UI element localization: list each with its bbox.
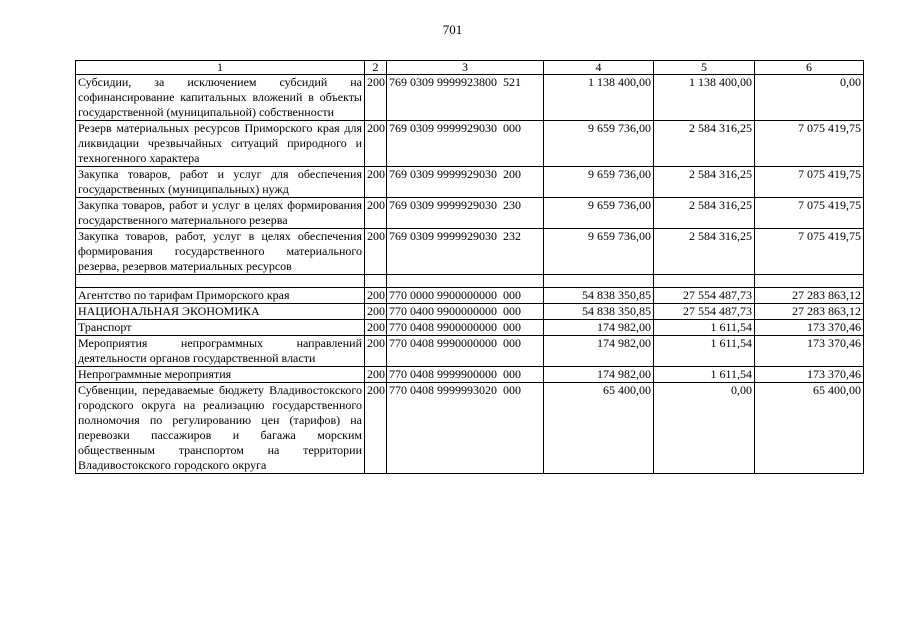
page-number: 701 bbox=[442, 22, 463, 37]
table-row bbox=[76, 367, 864, 383]
row-col2: 200 bbox=[365, 75, 387, 121]
table-row bbox=[76, 320, 864, 336]
row-col5: 1 611,54 bbox=[654, 367, 755, 383]
row-name: Закупка товаров, работ, услуг в целях обеспечения формирования государственного материального резерва, резервов материальных ресурсов bbox=[76, 229, 365, 275]
row-col5: 1 611,54 bbox=[654, 336, 755, 367]
row-col2: 200 bbox=[365, 304, 387, 320]
row-col5: 1 611,54 bbox=[654, 320, 755, 336]
row-col5: 2 584 316,25 bbox=[654, 167, 755, 198]
row-col2: 200 bbox=[365, 198, 387, 229]
row-col2: 200 bbox=[365, 367, 387, 383]
col-header-5: 5 bbox=[654, 61, 755, 75]
row-col5: 27 554 487,73 bbox=[654, 288, 755, 304]
row-code: 770 0408 9990000000 000 bbox=[387, 336, 544, 367]
row-col2: 200 bbox=[365, 167, 387, 198]
row-col4: 54 838 350,85 bbox=[544, 304, 654, 320]
row-col4: 9 659 736,00 bbox=[544, 121, 654, 167]
row-col6: 173 370,46 bbox=[755, 367, 864, 383]
row-name: Закупка товаров, работ и услуг для обеспечения государственных (муниципальных) нужд bbox=[76, 167, 365, 198]
row-col2: 200 bbox=[365, 320, 387, 336]
table-row bbox=[76, 288, 864, 304]
table-row bbox=[76, 121, 864, 167]
row-col6: 7 075 419,75 bbox=[755, 229, 864, 275]
row-col4: 54 838 350,85 bbox=[544, 288, 654, 304]
row-name: НАЦИОНАЛЬНАЯ ЭКОНОМИКА bbox=[76, 304, 365, 320]
row-col4: 174 982,00 bbox=[544, 320, 654, 336]
row-col2: 200 bbox=[365, 121, 387, 167]
row-col2: 200 bbox=[365, 336, 387, 367]
row-col4: 9 659 736,00 bbox=[544, 167, 654, 198]
row-col2: 200 bbox=[365, 383, 387, 474]
spacer-cell bbox=[544, 275, 654, 288]
row-col5: 2 584 316,25 bbox=[654, 198, 755, 229]
row-col6: 27 283 863,12 bbox=[755, 288, 864, 304]
row-col6: 27 283 863,12 bbox=[755, 304, 864, 320]
row-col6: 173 370,46 bbox=[755, 320, 864, 336]
table-row bbox=[76, 75, 864, 121]
row-col6: 7 075 419,75 bbox=[755, 198, 864, 229]
table-row bbox=[76, 229, 864, 275]
row-col5: 2 584 316,25 bbox=[654, 229, 755, 275]
row-code: 769 0309 9999929030 000 bbox=[387, 121, 544, 167]
col-header-3: 3 bbox=[387, 61, 544, 75]
row-code: 770 0400 9900000000 000 bbox=[387, 304, 544, 320]
row-name: Агентство по тарифам Приморского края bbox=[76, 288, 365, 304]
row-code: 769 0309 9999929030 232 bbox=[387, 229, 544, 275]
row-code: 770 0408 9999993020 000 bbox=[387, 383, 544, 474]
row-col5: 1 138 400,00 bbox=[654, 75, 755, 121]
col-header-4: 4 bbox=[544, 61, 654, 75]
row-code: 769 0309 9999929030 200 bbox=[387, 167, 544, 198]
row-col2: 200 bbox=[365, 229, 387, 275]
table-row bbox=[76, 383, 864, 474]
row-col5: 2 584 316,25 bbox=[654, 121, 755, 167]
table-row bbox=[76, 198, 864, 229]
col-header-2: 2 bbox=[365, 61, 387, 75]
row-col4: 174 982,00 bbox=[544, 367, 654, 383]
row-name: Субсидии, за исключением субсидий на софинансирование капитальных вложений в объекты государственной (муниципальной) собственности bbox=[76, 75, 365, 121]
col-header-6: 6 bbox=[755, 61, 864, 75]
spacer-cell bbox=[654, 275, 755, 288]
spacer-cell bbox=[755, 275, 864, 288]
row-col6: 7 075 419,75 bbox=[755, 121, 864, 167]
row-col6: 65 400,00 bbox=[755, 383, 864, 474]
row-col2: 200 bbox=[365, 288, 387, 304]
row-code: 770 0000 9900000000 000 bbox=[387, 288, 544, 304]
row-col4: 174 982,00 bbox=[544, 336, 654, 367]
row-col5: 27 554 487,73 bbox=[654, 304, 755, 320]
col-header-1: 1 bbox=[76, 61, 365, 75]
header-row bbox=[76, 61, 864, 75]
budget-table bbox=[75, 60, 864, 474]
row-name: Мероприятия непрограммных направлений деятельности органов государственной власти bbox=[76, 336, 365, 367]
row-name: Субвенции, передаваемые бюджету Владивостокского городского округа на реализацию государственного полномочия по регулированию цен (тарифов) на перевозки пассажиров и багажа морским общественным транспортом на территории Владивостокского городского округа bbox=[76, 383, 365, 474]
row-col6: 173 370,46 bbox=[755, 336, 864, 367]
spacer-cell bbox=[387, 275, 544, 288]
row-name: Непрограммные мероприятия bbox=[76, 367, 365, 383]
row-name: Транспорт bbox=[76, 320, 365, 336]
row-code: 769 0309 9999923800 521 bbox=[387, 75, 544, 121]
table-row bbox=[76, 304, 864, 320]
spacer-cell bbox=[365, 275, 387, 288]
row-col6: 7 075 419,75 bbox=[755, 167, 864, 198]
row-name: Резерв материальных ресурсов Приморского края для ликвидации чрезвычайных ситуаций природного и техногенного характера bbox=[76, 121, 365, 167]
row-col4: 65 400,00 bbox=[544, 383, 654, 474]
row-col4: 9 659 736,00 bbox=[544, 198, 654, 229]
row-code: 770 0408 9999900000 000 bbox=[387, 367, 544, 383]
row-name: Закупка товаров, работ и услуг в целях формирования государственного материального резерва bbox=[76, 198, 365, 229]
table-row bbox=[76, 167, 864, 198]
table-row bbox=[76, 336, 864, 367]
row-col6: 0,00 bbox=[755, 75, 864, 121]
row-col5: 0,00 bbox=[654, 383, 755, 474]
row-col4: 9 659 736,00 bbox=[544, 229, 654, 275]
spacer-row bbox=[76, 275, 864, 288]
row-code: 770 0408 9900000000 000 bbox=[387, 320, 544, 336]
row-code: 769 0309 9999929030 230 bbox=[387, 198, 544, 229]
row-col4: 1 138 400,00 bbox=[544, 75, 654, 121]
spacer-cell bbox=[76, 275, 365, 288]
